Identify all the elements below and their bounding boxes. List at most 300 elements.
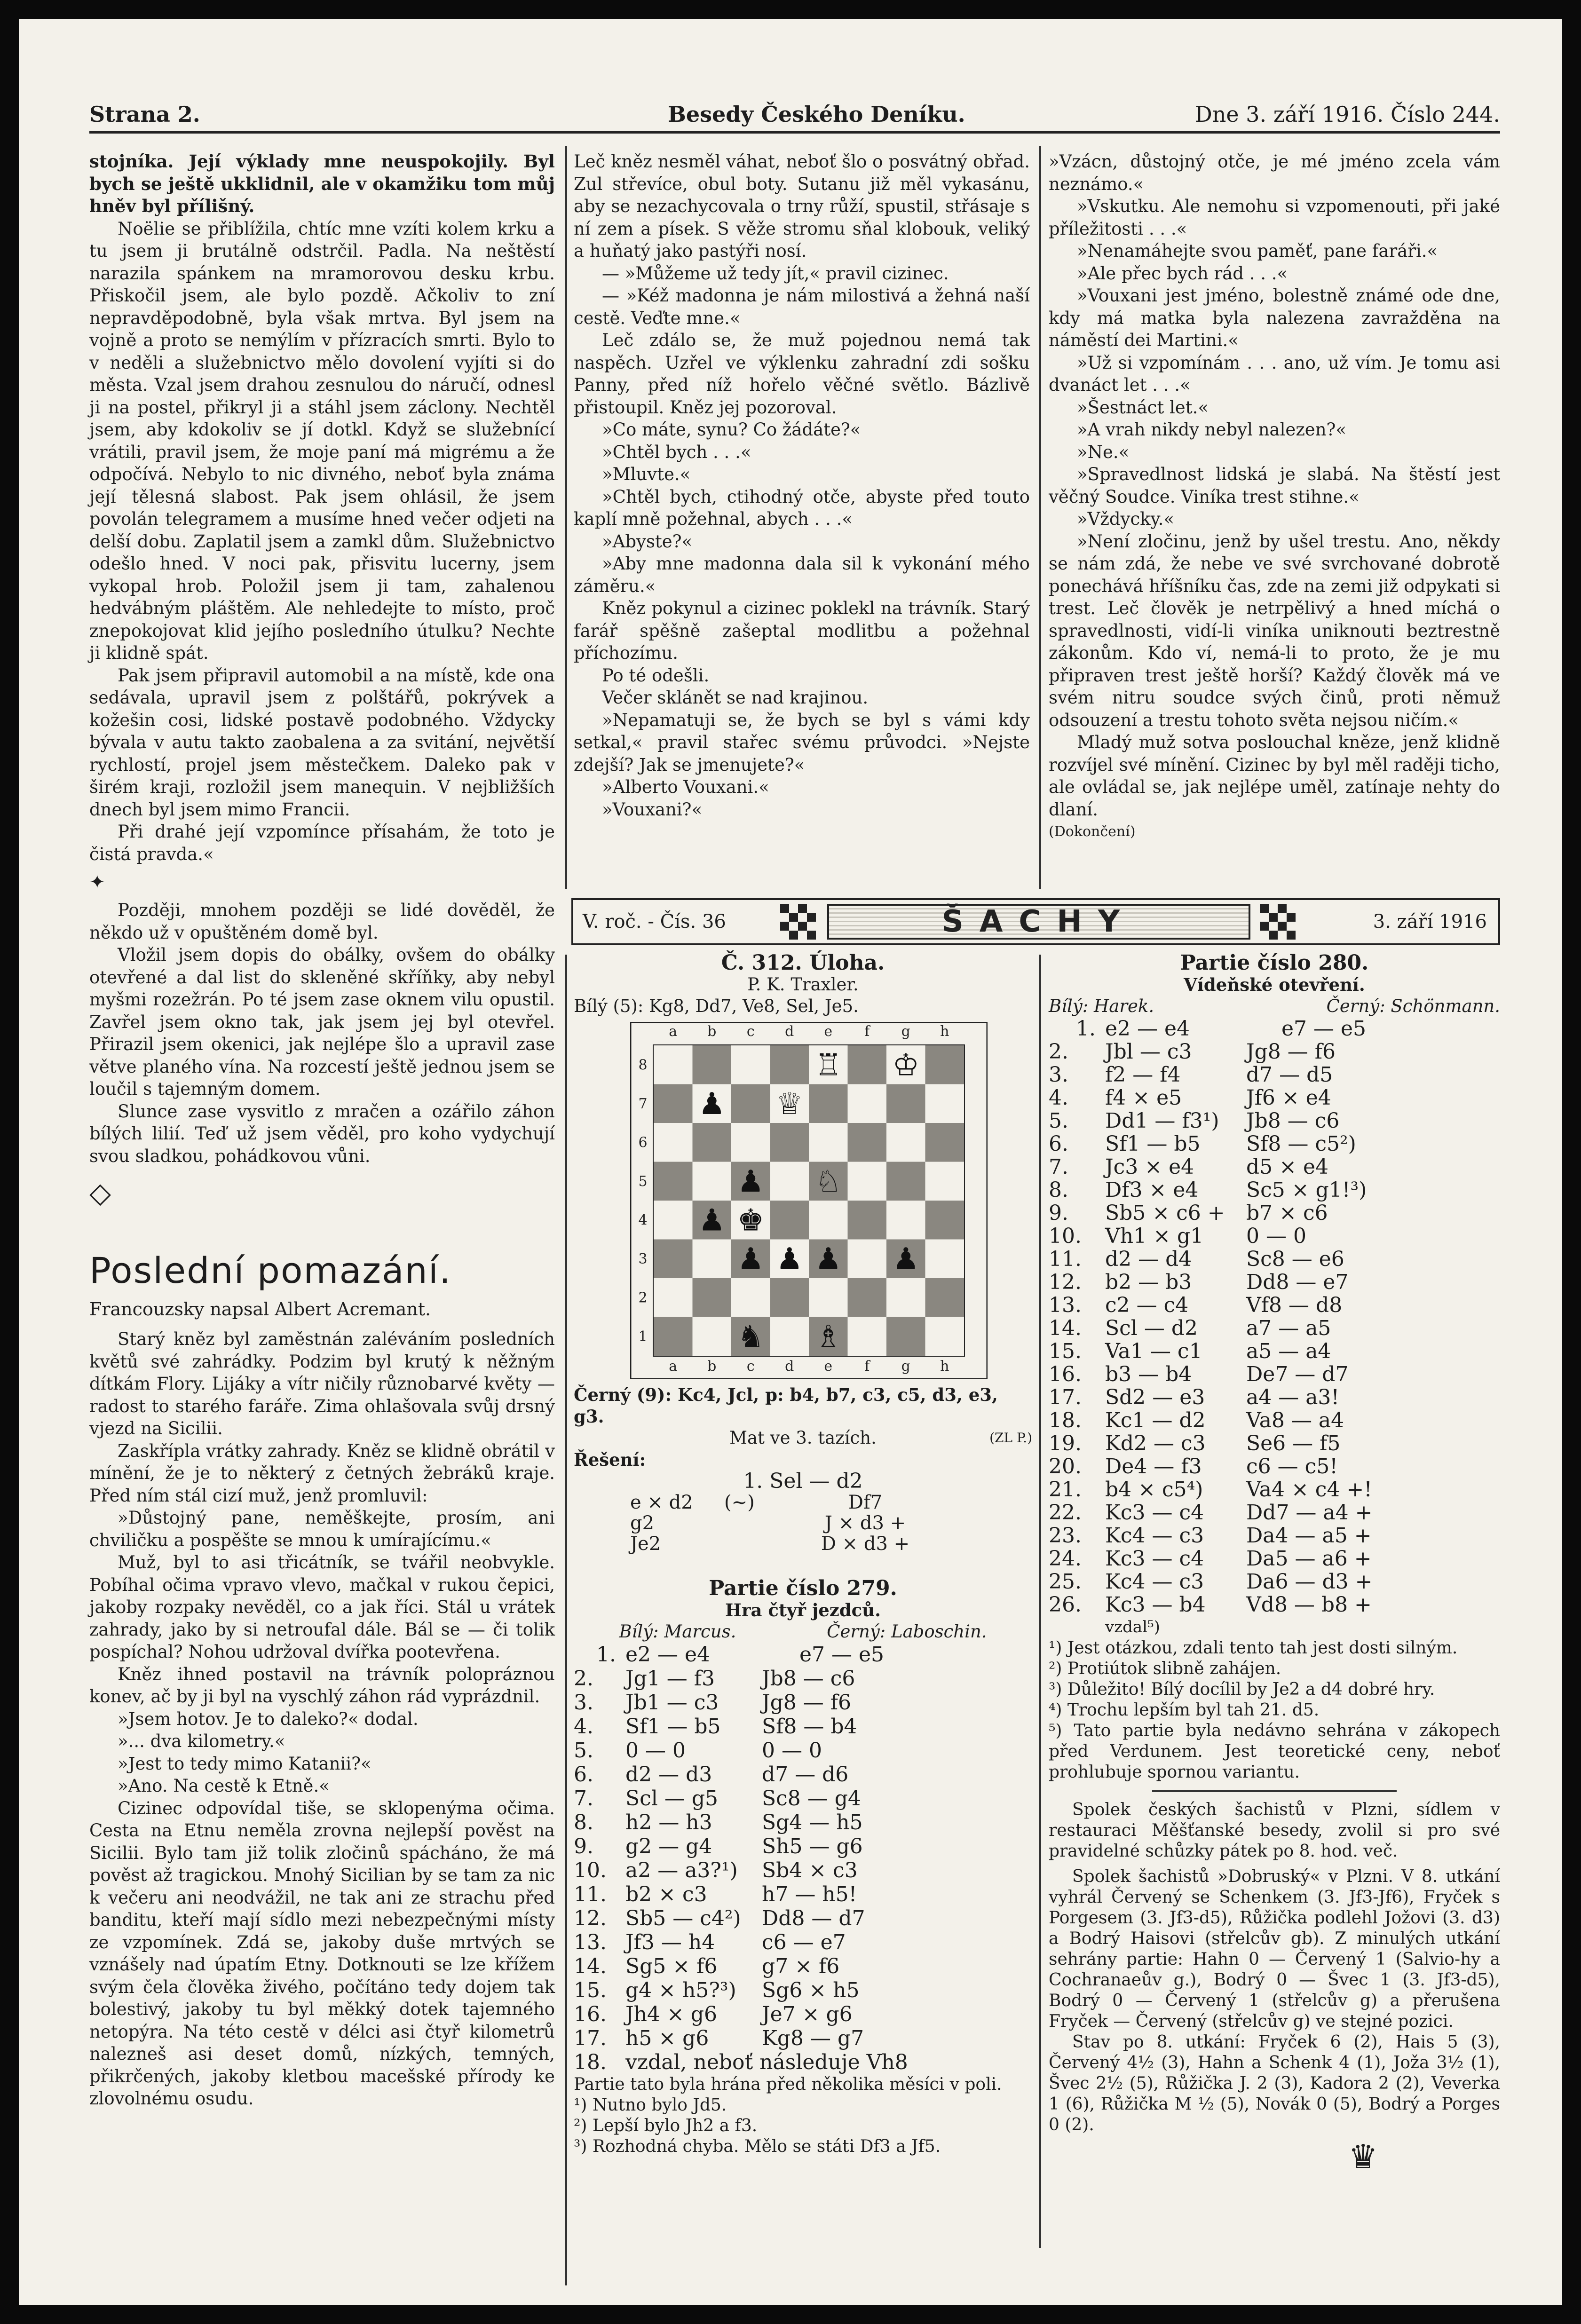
white-move: Vh1 × g1	[1105, 1224, 1204, 1248]
black-move: Sb4 × c3	[762, 1858, 858, 1882]
problem-black: Černý (9): Kc4, Jcl, p: b4, b7, c3, c5, d3, e3, g3.	[574, 1384, 998, 1427]
white-move: Sg5 × f6	[625, 1954, 718, 1978]
game280-title: Partie číslo 280.	[1180, 951, 1369, 975]
white-move: vzdal, neboť následuje Vh8	[625, 2050, 908, 2074]
footnote: ¹) Nutno bylo Jd5.	[574, 2095, 727, 2115]
paragraph: — »Kéž madonna je nám milostivá a žehná naší cestě. Veďte mne.«	[574, 285, 1030, 328]
white-move: De4 — f3	[1105, 1454, 1202, 1478]
solution-cell	[724, 1513, 790, 1534]
black-move: Jf6 × e4	[1246, 1086, 1331, 1110]
solution-cell: J × d3 +	[824, 1512, 906, 1534]
black-move: Sh5 — g6	[762, 1834, 863, 1858]
solution-cell: e × d2	[630, 1492, 693, 1513]
paragraph: »Vždycky.«	[1077, 509, 1174, 529]
board-square	[886, 1084, 925, 1123]
paragraph: Zaskřípla vrátky zahrady. Kněz se klidně obrátil v mínění, že je to některý z četných žebráků kraje. Před ním stál cizí muž, jenž promluvil:	[89, 1440, 555, 1506]
paragraph: »Vouxani jest jméno, bolestně známé ode dne, kdy má matka byla nalezena zavražděna na náměstí dei Martini.«	[1049, 285, 1500, 350]
board-square	[770, 1123, 809, 1162]
move-number: 5.	[1049, 1109, 1068, 1133]
board-square	[848, 1201, 887, 1240]
board-square	[731, 1278, 770, 1317]
move-number: 12.	[1049, 1270, 1082, 1294]
paragraph: Kněz ihned postavil na trávník polopráznou konev, ač by ji byl na vyschlý záhon rád vyprázdnil.	[89, 1664, 555, 1707]
board-square	[731, 1084, 770, 1123]
black-move: Se6 — f5	[1246, 1431, 1341, 1455]
board-square	[925, 1162, 964, 1201]
board-square	[809, 1123, 848, 1162]
board-square	[886, 1201, 925, 1240]
board-square	[848, 1162, 887, 1201]
board-square	[654, 1317, 693, 1356]
game279-moves	[574, 1643, 1032, 2074]
move-number: 14.	[574, 1954, 607, 1978]
white-move: a2 — a3?¹)	[625, 1858, 738, 1882]
paragraph: »Alberto Vouxani.«	[602, 777, 769, 797]
black-move: Va8 — a4	[1246, 1408, 1344, 1432]
black-move: Sc8 — g4	[762, 1786, 861, 1810]
move-number: 24.	[1049, 1547, 1082, 1571]
board-square	[886, 1278, 925, 1317]
black-move: Da5 — a6 +	[1246, 1547, 1372, 1571]
white-move: b2 × c3	[625, 1882, 707, 1906]
solution-cell: (~)	[724, 1492, 755, 1513]
board-square	[770, 1201, 809, 1240]
chess-date: 3. září 1916	[1373, 911, 1487, 933]
game280-opening: Vídeňské otevření.	[1184, 974, 1365, 995]
column-rule-3	[565, 955, 567, 2285]
black-move: Sg4 — h5	[762, 1810, 863, 1834]
white-move: Jc3 × e4	[1105, 1155, 1194, 1179]
board-square	[654, 1162, 693, 1201]
white-move: Df3 × e4	[1105, 1178, 1199, 1202]
paragraph: »Jest to tedy mimo Katanii?«	[118, 1753, 372, 1774]
move-number: 5.	[574, 1739, 593, 1763]
white-move: d2 — d4	[1105, 1247, 1192, 1271]
paragraph: »Aby mne madonna dala sil k vykonání mého záměru.«	[574, 553, 1030, 596]
black-move: d7 — d5	[1246, 1063, 1333, 1087]
move-number: 9.	[1049, 1201, 1068, 1225]
black-move: Va4 × c4 +!	[1246, 1478, 1372, 1502]
paragraph: »Chtěl bych, ctihodný otče, abyste před touto kaplí mně požehnal, abych . . .«	[574, 486, 1030, 529]
black-move: d7 — d6	[762, 1763, 849, 1786]
paragraph: »Vskutku. Ale nemohu si vzpomenouti, při jaké příležitosti . . .«	[1049, 196, 1500, 239]
rank-label: 7	[638, 1095, 648, 1112]
paragraph: Leč kněz nesměl váhat, neboť šlo o posvátný obřad. Zul střevíce, obul boty. Sutanu již měl vykasánu, aby se nezachycovala o trny růží, spustil, střásaje s ní zem a písek. S věže stromu sňal klobouk, veliký a huňatý jako pastýři nosí.	[574, 151, 1030, 261]
white-move: Jh4 × g6	[625, 2002, 717, 2026]
board-square	[848, 1123, 887, 1162]
game279-players	[574, 1621, 1032, 1643]
file-label: g	[901, 1358, 910, 1375]
game280-white: Bílý: Harek.	[1049, 996, 1154, 1016]
board-square	[693, 1162, 732, 1201]
board-square	[693, 1317, 732, 1356]
white-move: Kc3 — c4	[1105, 1547, 1204, 1571]
column-3	[1049, 150, 1500, 843]
paragraph: stojníka. Její výklady mne neuspokojily. Byl bych se ještě ukklidnil, ale v okamžiku tom můj hněv byl přílišný.	[89, 151, 555, 216]
rank-label: 5	[638, 1173, 648, 1190]
move-number: 8.	[1049, 1178, 1068, 1202]
paragraph: Večer sklánět se nad krajinou.	[602, 688, 869, 708]
rank-label: 1	[638, 1328, 648, 1345]
club-notice-1: Spolek českých šachistů v Plzni, sídlem v restauraci Měšťanské besedy, zvolil si pro své pravidelné schůzky pátek po 8. hod. več.	[1049, 1800, 1500, 1861]
white-move: g4 × h5?³)	[625, 1978, 736, 2002]
move-number: 13.	[1049, 1293, 1082, 1317]
move-number: 2.	[1049, 1040, 1068, 1064]
move-number: 22.	[1049, 1501, 1082, 1525]
file-label: b	[707, 1358, 717, 1375]
move-number: 18.	[574, 2050, 607, 2074]
footnote: ³) Rozhodná chyba. Mělo se státi Df3 a Jf5.	[574, 2137, 941, 2156]
chess-piece-icon: ♘	[814, 1164, 842, 1199]
move-number: 12.	[574, 1906, 607, 1930]
white-move: e2 — e4	[1105, 1017, 1190, 1041]
move-number: 7.	[1049, 1155, 1068, 1179]
file-label: d	[785, 1358, 794, 1375]
chess-title: ŠACHY	[827, 904, 1250, 940]
paragraph: »Nenamáhejte svou paměť, pane faráři.«	[1077, 241, 1438, 261]
board-square	[693, 1123, 732, 1162]
club-standings: Stav po 8. utkání: Fryček 6 (2), Hais 5 (3), Červený 4½ (3), Hahn a Schenk 4 (1), Joža 3½ (1), Švec 2½ (5), Růžička J. 2 (3), Kadora 2 (2), Veverka 1 (6), Růžička M ½ (5), Novák 0 (5), Bodrý a Porges 0 (2).	[1049, 2032, 1500, 2134]
footnote: ²) Lepší bylo Jh2 a f3.	[574, 2116, 758, 2135]
black-move: 0 — 0	[1246, 1224, 1306, 1248]
paragraph: Starý kněz byl zaměstnán zaléváním posledních květů své zahrádky. Podzim byl krutý k něžným dítkám Flory. Lijáky a vítr ničily různobarvé květy — radost to starého faráře. Zima ohlašovala svůj drsný vjezd na Sicilii.	[89, 1329, 555, 1439]
move-number: 1.	[1076, 1017, 1096, 1041]
file-label: h	[940, 1358, 949, 1375]
board-square	[886, 1123, 925, 1162]
white-move: b4 × c5⁴)	[1105, 1478, 1203, 1502]
black-move: Da4 — a5 +	[1246, 1524, 1372, 1548]
black-move: g7 × f6	[762, 1954, 840, 1978]
board-square	[693, 1240, 732, 1279]
move-number: 13.	[574, 1930, 607, 1954]
paragraph: »Co máte, synu? Co žádáte?«	[602, 419, 861, 440]
move-number: 3.	[1049, 1063, 1068, 1087]
black-move: Sc8 — e6	[1246, 1247, 1344, 1271]
white-move: Kc4 — c3	[1105, 1570, 1204, 1594]
problem-source: (ZL P.)	[989, 1430, 1032, 1446]
column-rule-4	[1039, 955, 1041, 2248]
board-square	[731, 1045, 770, 1084]
white-move: Sd2 — e3	[1105, 1385, 1205, 1409]
black-move: 0 — 0	[762, 1739, 822, 1763]
issue-date: Dne 3. září 1916. Číslo 244.	[1194, 102, 1500, 127]
footnote: ⁵) Tato partie byla nedávno sehrána v zákopech před Verdunem. Jest teoretické ceny, neboť prohlubuje spornou variantu.	[1049, 1721, 1500, 1782]
paragraph: »Spravedlnost lidská je slabá. Na štěstí jest věčný Soudce. Viníka trest stihne.«	[1049, 464, 1500, 507]
black-move: Dd8 — d7	[762, 1906, 865, 1930]
section-star: ✦	[89, 871, 105, 893]
move-number: 16.	[574, 2002, 607, 2026]
problem-author: P. K. Traxler.	[747, 974, 859, 995]
paragraph: — »Můžeme už tedy jít,« pravil cizinec.	[602, 263, 949, 284]
white-move: Dd1 — f3¹)	[1105, 1109, 1219, 1133]
paragraph: Při drahé její vzpomínce přísahám, že toto je čistá pravda.«	[89, 822, 555, 864]
black-move: a5 — a4	[1246, 1339, 1331, 1363]
white-move: f2 — f4	[1105, 1063, 1181, 1087]
file-label: d	[785, 1023, 794, 1040]
move-number: 6.	[1049, 1132, 1068, 1156]
paragraph: Slunce zase vysvitlo z mračen a ozářilo záhon bílých lilií. Teď už jsem věděl, pro koho vydychují svou sladkou, pohádkovou vůni.	[89, 1101, 555, 1166]
column-1	[89, 150, 555, 2110]
white-move: Scl — d2	[1105, 1316, 1198, 1340]
white-move: Kc3 — b4	[1105, 1593, 1206, 1617]
white-move: Jb1 — c3	[625, 1691, 719, 1715]
white-move: Kc3 — c4	[1105, 1501, 1204, 1525]
file-label: h	[940, 1023, 949, 1040]
footnote: ⁴) Trochu lepším byl tah 21. d5.	[1049, 1700, 1320, 1720]
game279-white: Bílý: Marcus.	[619, 1621, 736, 1642]
paragraph: Vložil jsem dopis do obálky, ovšem do obálky otevřené a dal list do skleněné skříňky, aby nebyl myšmi rozežrán. Po té jsem zase oknem vilu opustil. Zavřel jsem okno tak, jak jsem jej byl otevřel. Přirazil jsem okenici, jak nejlépe šlo a upravil zase větve planého vína. Na rozcestí ještě jednou jsem se loučil s tajemným domem.	[89, 945, 555, 1099]
file-label: c	[746, 1023, 755, 1040]
white-move: Jf3 — h4	[625, 1930, 715, 1954]
board-square	[770, 1317, 809, 1356]
paragraph: »Důstojný pane, neměškejte, prosím, ani chviličku a pospěšte se mnou k umírajícímu.«	[89, 1508, 555, 1550]
footnote: ³) Důležito! Bílý docílil by Je2 a d4 dobré hry.	[1049, 1680, 1435, 1699]
solution-cell: D × d3 +	[821, 1533, 910, 1555]
paragraph: Leč zdálo se, že muž pojednou nemá tak naspěch. Uzřel ve výklenku zahradní zdi sošku Panny, před níž hořelo věčné světlo. Bázlivě přistoupil. Kněz jej pozoroval.	[574, 330, 1030, 418]
game280-black: Černý: Schönmann.	[1326, 996, 1500, 1016]
move-number: 25.	[1049, 1570, 1082, 1594]
board-square	[693, 1278, 732, 1317]
board-square	[925, 1123, 964, 1162]
black-move: Dd7 — a4 +	[1246, 1501, 1373, 1525]
game279-opening: Hra čtyř jezdců.	[725, 1600, 881, 1620]
black-move: h7 — h5!	[762, 1882, 857, 1906]
chess-piece-icon: ♟	[698, 1203, 726, 1238]
file-label: b	[707, 1023, 717, 1040]
chess-piece-icon: ♞	[737, 1319, 764, 1354]
paragraph: »Mluvte.«	[602, 464, 691, 484]
game279-title: Partie číslo 279.	[709, 1576, 897, 1600]
rank-label: 3	[638, 1250, 648, 1267]
chess-piece-icon: ♟	[698, 1086, 726, 1122]
black-move: e7 — e5	[799, 1643, 885, 1667]
white-move: Kc4 — c3	[1105, 1524, 1204, 1548]
move-number: 15.	[574, 1978, 607, 2002]
board-square	[848, 1240, 887, 1279]
paragraph: Kněz pokynul a cizinec poklekl na trávník. Starý farář spěšně zašeptal modlitbu a požehnal příchozímu.	[574, 598, 1030, 663]
move-number: 10.	[1049, 1224, 1082, 1248]
chess-piece-icon: ♔	[892, 1048, 919, 1083]
board-square	[770, 1045, 809, 1084]
solution-key: 1. Sel — d2	[743, 1469, 863, 1493]
paragraph: Mladý muž sotva poslouchal kněze, jenž klidně rozvíjel své mínění. Cizinec by byl měl raději ticho, ale ovládal se, jak nejlépe uměl, zatínaje nehty do dlaní.	[1049, 732, 1500, 820]
column-rule-2	[1039, 146, 1041, 889]
paragraph: »... dva kilometry.«	[118, 1731, 285, 1751]
move-number: 11.	[574, 1882, 607, 1906]
white-move: 0 — 0	[625, 1739, 686, 1763]
paragraph: Muž, byl to asi třicátník, se tvářil neobvykle. Pobíhal očima vpravo vlevo, mačkal v rukou čepici, jakoby rozpaky nevěděl, co a jak říci. Stál u vrátek zahrady, jako by si netroufal dále. Bál se — či tolik pospíchal? Nohou udržoval dvířka pootevřena.	[89, 1552, 555, 1662]
black-move: e7 — e5	[1281, 1017, 1367, 1041]
chess-piece-icon: ♟	[737, 1241, 764, 1277]
board-square	[809, 1084, 848, 1123]
move-number: 23.	[1049, 1524, 1082, 1548]
chess-piece-icon: ♟	[737, 1164, 764, 1199]
chess-piece-icon: ♟	[892, 1241, 919, 1277]
paragraph: »Chtěl bych . . .«	[602, 442, 751, 462]
column-2	[574, 150, 1030, 821]
paragraph: »Abyste?«	[602, 531, 693, 552]
black-move: Dd8 — e7	[1246, 1270, 1349, 1294]
board-square	[886, 1317, 925, 1356]
white-move: f4 × e5	[1105, 1086, 1182, 1110]
white-move: h2 — h3	[625, 1810, 712, 1834]
paragraph: »Vzácn, důstojný otče, je mé jméno zcela vám neznámo.«	[1049, 151, 1500, 194]
rank-label: 8	[638, 1057, 648, 1074]
move-number: 16.	[1049, 1362, 1082, 1386]
move-number: 17.	[1049, 1385, 1082, 1409]
continued-note: (Dokončení)	[1049, 823, 1136, 840]
black-move: Sf8 — b4	[762, 1715, 857, 1739]
white-move: Sb5 × c6 +	[1105, 1201, 1225, 1225]
paragraph: Noëlie se přiblížila, chtíc mne vzíti kolem krku a tu jsem ji brutálně odstrčil. Padla. Na neštěstí narazila spánkem na mramorovou desku krbu. Přiskočil jsem, ale bylo pozdě. Ačkoliv to zní nepravděpodobně, byla však mrtva. Byl jsem na vojně a proto se nemýlím v přízracích smrti. Bylo to v neděli a služebnictvo mělo dovolení vyjíti si do města. Vzal jsem drahou zesnulou do náručí, odnesl ji na postel, přikryl ji a stáhl jsem záclony. Nechtěl jsem, aby kdokoliv se jí dotkl. Když se služebnící vrátili, pravil jsem, že moje paní má migrému a že odpočívá. Nebylo to nic divného, neboť byla známa její tělesná slabost. Pak jsem ohlásil, že jsem povolán telegramem a musíme hned večer odjeti na delší dobu. Zaplatil jsem a zamkl dům. Služebnictvo odešlo hned. V noci pak, přisvitu lucerny, jsem vykopal hrob. Položil jsem ji tam, zahalenou hedvábným pláštěm. Ale nehledejte to místo, proč znepokojovat klid jejího posledního útulku? Nechte ji klidně spát.	[89, 218, 555, 663]
paper-title: Besedy Českého Deníku.	[668, 102, 965, 127]
board-square	[848, 1317, 887, 1356]
board-square	[654, 1201, 693, 1240]
game280-players	[1049, 996, 1500, 1017]
board-square	[693, 1045, 732, 1084]
queen-ornament-icon: ♛	[1348, 2137, 1378, 2176]
white-move: Sb5 — c4²)	[625, 1906, 741, 1930]
move-number: 7.	[574, 1786, 593, 1810]
white-move: g2 — g4	[625, 1834, 712, 1858]
chess-game280-column	[1049, 952, 1500, 2178]
paragraph: »Ano. Na cestě k Etně.«	[118, 1776, 330, 1796]
move-number: 6.	[574, 1763, 593, 1786]
footnote: ²) Protiútok slibně zahájen.	[1049, 1659, 1281, 1678]
move-number: 1.	[596, 1643, 616, 1667]
file-label: f	[864, 1023, 870, 1040]
paragraph: Cizinec odpovídal tiše, se sklopenýma očima. Cesta na Etnu neměla zrovna nejlepší pověst na Sicilii. Bylo tam již tolik zločinů spácháno, že má pověst až tragickou. Mnohý Sicilian by se tam za nic k večeru ani neodvážil, ne tak ani ze strachu před banditu, kteří mají sídlo mezi nebezpečnými místy ze vzpomínek. Zdá se, jakoby duše mrtvých se vznášely nad úpatím Etny. Dotknouti se lze křížem svým čela člověka živého, počítáno tedy dojem tak bolestivý, jakoby tu byl měkký dotek tajemného netopýra. Na této cestě v délci asi čtyř kilometrů nalezneš asi deset domů, nízkých, temných, přikrčených, jakoby kletbou macešské přírody ke zlovolnému osudu.	[89, 1798, 555, 2109]
paragraph: »Není zločinu, jenž by ušel trestu. Ano, někdy se nám zdá, že nebe ve své svrchované dobrotě ponechává hříšníku čas, zde na zemi již odpykati si trest. Leč člověk je netrpělivý a hned míchá o spravedlnosti, vidí-li viníka uniknouti beztrestně zákonům. Kdo ví, nemá-li to proto, že je mu připraven trest ještě horší? Každý člověk má ve svém nitru soudce svých činů, proti němuž odsouzení a trestu tohoto světa nejsou ničím.«	[1049, 531, 1500, 730]
black-move: De7 — d7	[1246, 1362, 1349, 1386]
board-square	[654, 1084, 693, 1123]
solution-label: Řešení:	[574, 1449, 646, 1470]
solution-grid	[630, 1492, 1032, 1554]
paragraph: »Vouxani?«	[602, 799, 703, 820]
paragraph: Pak jsem připravil automobil a na místě, kde ona sedávala, upravil jsem z polštářů, pokrývek a kožešin cosi, lidské postavě podobného. Vždycky bývala v autu takto zaobalena a za svitání, největší rychlostí, projel jsem městečkem. Daleko pak v širém kraji, rozložil jsem manequin. V nejbližších dnech byl jsem mimo Francii.	[89, 665, 555, 820]
chess-piece-icon: ♕	[776, 1086, 803, 1122]
move-number: 14.	[1049, 1316, 1082, 1340]
story-title: Poslední pomazání.	[89, 1249, 452, 1291]
move-number: 19.	[1049, 1431, 1082, 1455]
black-move: Sc5 × g1!³)	[1246, 1178, 1367, 1202]
paragraph: »Šestnáct let.«	[1077, 397, 1209, 418]
paragraph: »Jsem hotov. Je to daleko?« dodal.	[118, 1708, 419, 1729]
club-notice-2: Spolek šachistů »Dobruský« v Plzni. V 8. utkání vyhrál Červený se Schenkem (3. Jf3-Jf6), Fryček s Porgesem (3. Jf3-d5), Růžička podlehl Jožovi (3. d3) a Bodrý Haisovi (střelcův gb). Z minulých utkání sehrány partie: Hahn 0 — Červený 1 (Salvio-hy a Cochranaeův g.), Bodrý 0 — Švec 1 (3. Jf3-d5), Bodrý 0 — Červený 1 (střelcův g) a přerušena Fryček — Červený (střelcův g) ve stejné pozici.	[1049, 1867, 1500, 2031]
story-byline: Francouzsky napsal Albert Acremant.	[89, 1299, 431, 1320]
move-number: 26.	[1049, 1593, 1082, 1617]
solution-cell: Df7	[848, 1492, 883, 1513]
footnote: ¹) Jest otázkou, zdali tento tah jest dosti silným.	[1049, 1638, 1458, 1658]
chess-piece-icon: ♗	[814, 1319, 842, 1354]
white-move: Jbl — c3	[1105, 1040, 1192, 1064]
move-number: 11.	[1049, 1247, 1082, 1271]
white-move: Va1 — c1	[1105, 1339, 1202, 1363]
white-move: e2 — e4	[625, 1643, 711, 1667]
ornament-icon: ◇	[89, 1177, 111, 1209]
black-move: Vf8 — d8	[1246, 1293, 1343, 1317]
move-number: 15.	[1049, 1339, 1082, 1363]
black-move: c6 — c5!	[1246, 1454, 1338, 1478]
file-label: a	[669, 1358, 678, 1375]
solution-cell: Je2	[630, 1533, 661, 1555]
rank-label: 6	[638, 1134, 648, 1151]
page-header	[89, 98, 1500, 134]
black-move: d5 × e4	[1246, 1155, 1329, 1179]
paragraph: »A vrah nikdy nebyl nalezen?«	[1077, 419, 1347, 440]
board-square	[925, 1045, 964, 1084]
white-move: Sf1 — b5	[1105, 1132, 1201, 1156]
move-number: 10.	[574, 1858, 607, 1882]
black-move: a4 — a3!	[1246, 1385, 1340, 1409]
white-move: b3 — b4	[1105, 1362, 1192, 1386]
move-number: 17.	[574, 2026, 607, 2050]
black-move: Jg8 — f6	[762, 1691, 852, 1715]
black-move: c6 — e7	[762, 1930, 846, 1954]
move-number: 3.	[574, 1691, 593, 1715]
game279-note-intro: Partie tato byla hrána před několika měsíci v poli.	[574, 2075, 1002, 2094]
game280-moves	[1049, 1017, 1500, 1616]
board-square	[809, 1278, 848, 1317]
white-move: c2 — c4	[1105, 1293, 1189, 1317]
board-square	[925, 1317, 964, 1356]
white-move: Kc1 — d2	[1105, 1408, 1206, 1432]
black-move: Sg6 × h5	[762, 1978, 860, 2002]
board-square	[886, 1162, 925, 1201]
move-number: 8.	[574, 1810, 593, 1834]
board-square	[925, 1240, 964, 1279]
newspaper-page	[19, 19, 1562, 2305]
problem-white: Bílý (5): Kg8, Dd7, Ve8, Sel, Je5.	[574, 996, 859, 1016]
move-number: 21.	[1049, 1478, 1082, 1502]
rank-label: 2	[638, 1289, 648, 1306]
black-move: Kg8 — g7	[762, 2026, 864, 2050]
problem-mate: Mat ve 3. tazích.	[729, 1428, 877, 1448]
black-move: Sf8 — c5²)	[1246, 1132, 1356, 1156]
paragraph: »Ale přec bych rád . . .«	[1077, 263, 1288, 284]
rank-label: 4	[638, 1212, 648, 1229]
chess-piece-icon: ♖	[814, 1048, 842, 1083]
board-square	[731, 1123, 770, 1162]
solution-cell: g2	[630, 1512, 655, 1534]
chess-problem-column	[574, 952, 1032, 2157]
checker-icon	[780, 904, 816, 940]
move-number: 2.	[574, 1667, 593, 1691]
board-square	[848, 1084, 887, 1123]
board-square	[654, 1045, 693, 1084]
board-square	[654, 1278, 693, 1317]
black-move: Vd8 — b8 +	[1246, 1593, 1372, 1617]
paragraph: »Ne.«	[1077, 442, 1130, 462]
board-square	[848, 1278, 887, 1317]
problem-title: Č. 312. Úloha.	[721, 951, 885, 975]
paragraph: »Nepamatuji se, že bych se byl s vámi kdy setkal,« pravil stařec svému průvodci. »Nejste zdejší? Jak se jmenujete?«	[574, 710, 1030, 775]
file-label: f	[864, 1358, 870, 1375]
chess-board	[630, 1022, 988, 1379]
paragraph: Po té odešli.	[602, 665, 710, 686]
paragraph: Později, mnohem později se lidé dověděl, že někdo už v opuštěném domě byl.	[89, 900, 555, 943]
board-square	[809, 1201, 848, 1240]
page-number: Strana 2.	[89, 102, 200, 127]
file-label: c	[746, 1358, 755, 1375]
file-label: a	[669, 1023, 678, 1040]
file-label: e	[824, 1023, 833, 1040]
chess-section-header	[571, 898, 1500, 945]
board-square	[654, 1123, 693, 1162]
white-move: Kd2 — c3	[1105, 1431, 1206, 1455]
move-number: 9.	[574, 1834, 593, 1858]
paragraph: »Už si vzpomínám . . . ano, už vím. Je tomu asi dvanáct let . . .«	[1049, 352, 1500, 395]
